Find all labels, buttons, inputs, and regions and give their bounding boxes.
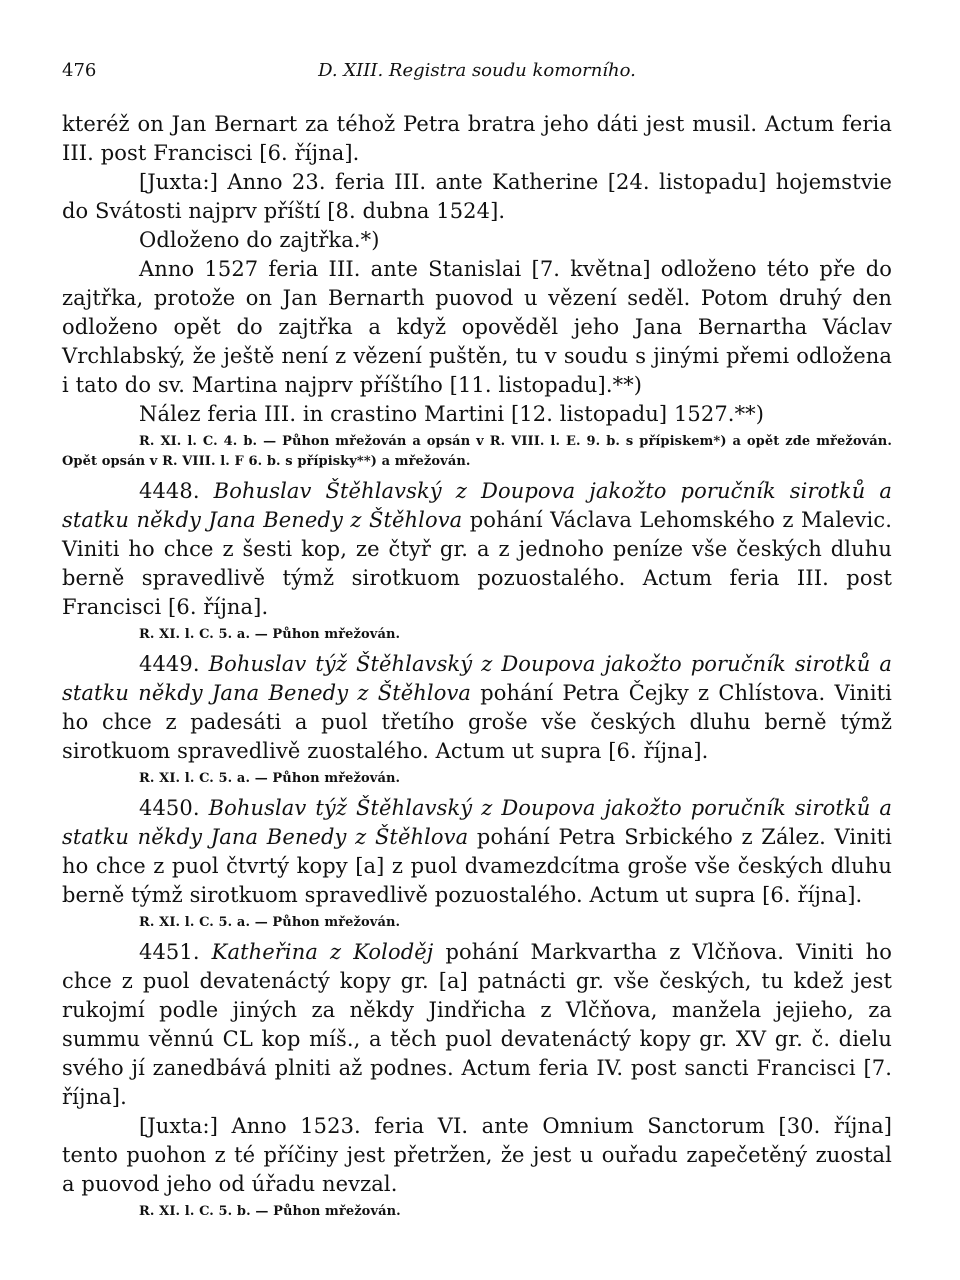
entry-4449 (62, 650, 892, 766)
paragraph: Odloženo do zajtřka.*) (139, 228, 380, 252)
paragraph: Nález feria III. in crastino Martini [12. listopadu] 1527.**) (139, 402, 765, 426)
running-title: D. XIII. Registra soudu komorního. (318, 60, 636, 81)
entry-number: 4449. (139, 652, 200, 676)
entry-party: Bohuslav Štěhlavský z Doupova jakožto poručník sirotků a statku někdy Jana Benedy z Štěhlova (62, 479, 892, 532)
page-header (62, 60, 892, 90)
paragraph: [Juxta:] Anno 1523. feria VI. ante Omnium Sanctorum [30. října] tento puohon z té příčiny jest přetržen, že jest u ouřadu zapečetěný zuostal a puovod jeho od úřadu nevzal. (62, 1114, 892, 1196)
entry-text: pohání Petra Čejky z Chlístova. Viniti ho chce z padesáti a puol třetího groše vše českých dluhu berně týmž sirotkuom spravedlivě zuostalého. Actum ut supra [6. října]. (62, 681, 892, 763)
source-note: R. XI. l. C. 5. a. — Půhon mřežován. (139, 915, 401, 930)
source-note: R. XI. l. C. 5. a. — Půhon mřežován. (139, 627, 401, 642)
entry-number: 4450. (139, 796, 200, 820)
source-note: R. XI. l. C. 4. b. — Půhon mřežován a opsán v R. VIII. l. E. 9. b. s přípiskem*) a opět zde mřežován. Opět opsán v R. VIII. l. F 6. b. s přípisky**) a mřežován. (62, 434, 892, 469)
page-body (62, 110, 892, 1227)
source-note: R. XI. l. C. 5. b. — Půhon mřežován. (139, 1204, 401, 1219)
entry-text: pohání Václava Lehomského z Malevic. Viniti ho chce z šesti kop, ze čtyř gr. a z jednoho peníze vše českých dluhu berně spravedlivě týmž sirotkuom pozuostalého. Actum feria III. post Francisci [6. října]. (62, 508, 892, 619)
entry-4450 (62, 794, 892, 910)
source-note: R. XI. l. C. 5. a. — Půhon mřežován. (139, 771, 401, 786)
entry-text: pohání Petra Srbického z Zález. Viniti ho chce z puol čtvrtý kopy [a] z puol dvamezdcítma groše vše českých dluhu berně týmž sirotkuom spravedlivě pozuostalého. Actum ut supra [6. října]. (62, 825, 892, 907)
entry-number: 4451. (139, 940, 200, 964)
entry-4451 (62, 938, 892, 1112)
entry-4448 (62, 477, 892, 622)
entry-number: 4448. (139, 479, 200, 503)
paragraph: [Juxta:] Anno 23. feria III. ante Katherine [24. listopadu] hojemstvie do Svátosti najprv příští [8. dubna 1524]. (62, 170, 892, 223)
entry-party: Katheřina z Koloděj (211, 940, 434, 964)
page-number: 476 (62, 60, 97, 81)
entry-party: Bohuslav týž Štěhlavský z Doupova jakožto poručník sirotků a statku někdy Jana Benedy z Štěhlova (62, 796, 892, 849)
entry-text: pohání Markvartha z Vlčňova. Viniti ho chce z puol devatenáctý kopy gr. [a] patnácti gr. vše českých, tu kdež jest rukojmí podle jiných za někdy Jindřicha z Vlčňova, manžela jejieho, za summu věnnú CL kop míš., a těch puol devatenáctý kopy gr. XV gr. č. dielu svého jí zanedbává plniti až podnes. Actum feria IV. post sancti Francisci [7. října]. (62, 940, 893, 1109)
paragraph: Anno 1527 feria III. ante Stanislai [7. května] odloženo této pře do zajtřka, protože on Jan Bernarth puovod u vězení seděl. Potom druhý den odloženo opět do zajtřka a když opověděl jeho Jana Bernartha Václav Vrchlabský, že ještě není z vězení puštěn, tu v soudu s jinými přemi odložena i tato do sv. Martina najprv příštího [11. listopadu].**) (62, 257, 892, 397)
paragraph: kteréž on Jan Bernart za téhož Petra bratra jeho dáti jest musil. Actum feria III. post Francisci [6. října]. (62, 112, 892, 165)
entry-party: Bohuslav týž Štěhlavský z Doupova jakožto poručník sirotků a statku někdy Jana Benedy z Štěhlova (62, 652, 892, 705)
